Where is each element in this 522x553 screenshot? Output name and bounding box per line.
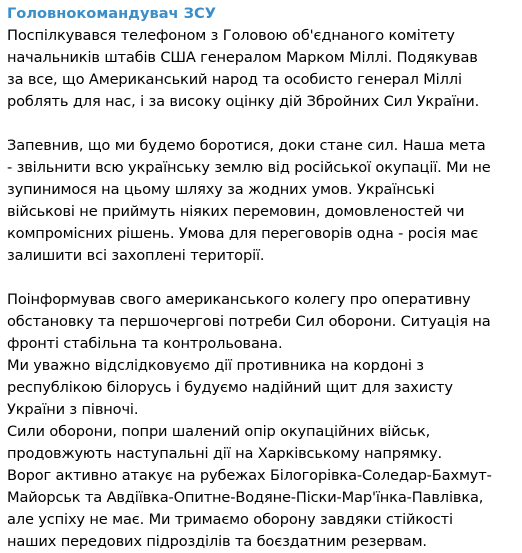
post-line: продовжують наступальні дії на Харківському напрямку. xyxy=(7,445,442,462)
post-line: зупинимося на цьому шляху за жодних умов. Українські xyxy=(7,181,435,198)
post-line: Ми уважно відслідковуємо дії противника на кордоні з xyxy=(7,357,424,374)
post-line: залишити всі захоплені території. xyxy=(7,247,265,264)
post-line: Поінформував свого американського колегу про оперативну xyxy=(7,291,471,308)
post-line: Запевнив, що ми будемо боротися, доки стане сил. Наша мета xyxy=(7,137,486,154)
post-line: роблять для нас, і за високу оцінку дій Збройних Сил України. xyxy=(7,93,480,110)
post-line: військові не приймуть ніяких перемовин, домовленостей чи xyxy=(7,203,465,220)
post-line: наших передових підрозділів та боєздатним резервам. xyxy=(7,533,427,550)
post-line: начальників штабів США генералом Марком Міллі. Подякував xyxy=(7,49,478,66)
post-line: республікою білорусь і будуємо надійний щит для захисту xyxy=(7,379,453,396)
post-line: - звільнити всю українську землю від російської окупації. Ми не xyxy=(7,159,491,176)
post-line: Сили оборони, попри шалений опір окупаційних військ, xyxy=(7,423,431,440)
post-line: але успіху не має. Ми тримаємо оборону завдяки стійкості xyxy=(7,511,453,528)
post-line: компромісних рішень. Умова для переговорів одна - росія має xyxy=(7,225,479,242)
paragraph-gap xyxy=(7,113,515,135)
post-line: за все, що Американський народ та особисто генерал Міллі xyxy=(7,71,462,88)
post-line: України з півночі. xyxy=(7,401,139,418)
post-line: Ворог активно атакує на рубежах Білогорівка-Соледар-Бахмут- xyxy=(7,467,492,484)
post-line: Поспілкувався телефоном з Головою об'єднаного комітету xyxy=(7,27,455,44)
post-line: обстановку та першочергові потреби Сил оборони. Ситуація на xyxy=(7,313,491,330)
channel-name[interactable]: Головнокомандувач ЗСУ xyxy=(7,5,216,22)
post-line: фронті стабільна та контрольована. xyxy=(7,335,283,352)
post-text xyxy=(7,25,515,553)
paragraph-gap xyxy=(7,267,515,289)
post-line: Майорськ та Авдіївка-Опитне-Водяне-Піски-Мар'їнка-Павлівка, xyxy=(7,489,484,506)
